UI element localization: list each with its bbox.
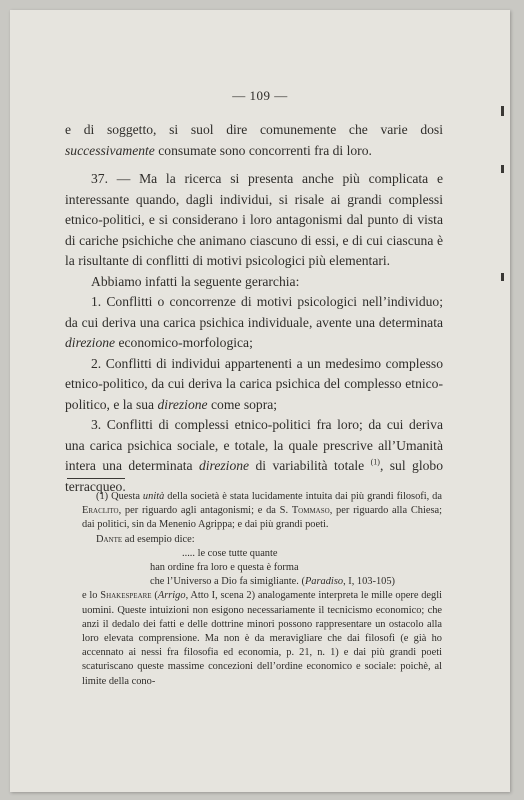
footnote-rule — [67, 478, 125, 479]
verse-quote — [82, 547, 442, 590]
emphasis-text: direzione — [157, 396, 208, 412]
hierarchy-item-3 — [65, 415, 443, 497]
text-run: e lo — [82, 590, 101, 602]
hierarchy-item-1 — [65, 292, 443, 354]
emphasis-text: unità — [142, 491, 165, 502]
small-caps-name: Dante — [96, 533, 123, 545]
text-run: ad esempio dice: — [122, 533, 195, 545]
text-run: consumate sono concorrenti fra di loro. — [154, 142, 372, 158]
hierarchy-item-2 — [65, 354, 443, 416]
text-run: , I, 103-105) — [343, 576, 396, 588]
text-run: e di soggetto, si suol dire comunemente che varie dosi — [65, 122, 443, 137]
text-run: , per riguardo alla Chiesa; dai politici, sin da Menenio Agrippa; e dai più grandi poeti. — [82, 505, 442, 531]
verse-line-3 — [82, 575, 442, 589]
text-run: della società è stata lucidamente intuita dai più grandi filosofi, da — [164, 491, 442, 502]
margin-mark — [501, 273, 504, 281]
emphasis-text: direzione — [65, 335, 116, 350]
small-caps-name: Tommaso — [291, 505, 330, 517]
text-run: ( — [151, 590, 158, 602]
verse-line-2: han ordine fra loro e questa è forma — [150, 562, 299, 574]
paragraph-37: 37. — Ma la ricerca si presenta anche più complicata e interessante quando, dagli individui, si risale ai grandi complessi etnico-politici, e si considerano i loro antagonismi dal punto di vista di cariche psichiche che animano ciascuno di essi, e di cui ciascuna è la risultante di conflitti di motivi psicologici più elementari. — [65, 171, 443, 268]
book-page — [10, 10, 510, 792]
emphasis-text: successivamente — [65, 142, 155, 158]
text-run: , sul globo terracqueo. — [65, 458, 443, 494]
margin-mark — [501, 106, 504, 116]
text-run: (1) Questa — [96, 491, 143, 502]
footnote-1 — [82, 490, 442, 533]
footnotes — [82, 490, 442, 689]
text-run: , per riguardo agli antagonismi; e da S. — [118, 505, 292, 517]
text-run: , Atto I, scena 2) analogamente interpreta le mille opere degli uomini. Queste intuizioni non esigono necessariamente il tecnicismo economico; che anzi il dedalo dei fatti e delle dottrine minori possono rappresentare un ostacolo alla loro elevata comprensione. Ma non è da meravigliare che dai filosofi (e già ho accennato ai nessi fra filosofia ed economia, p. 21, n. 1) e dai più grandi poeti scaturiscano queste massime concezioni dell’ordine economico e sociale: poichè, al limite della cono- — [82, 590, 443, 687]
text-run: come sopra; — [207, 396, 278, 412]
text-run: che l’Universo a Dio fa simigliante. ( — [150, 576, 305, 588]
emphasis-text: direzione — [198, 458, 250, 473]
page-number: — 109 — — [232, 88, 288, 103]
emphasis-text: Arrigo — [157, 590, 186, 602]
text-run: di variabilità totale — [249, 458, 371, 473]
margin-mark — [501, 165, 504, 173]
footnote-dante-intro — [82, 533, 442, 547]
text-run: 2. Conflitti di individui appartenenti a un medesimo complesso etnico-politico, da cui deriva la carica psichica del complesso etnico-politico, e la sua — [65, 355, 443, 412]
footnote-reference: (1) — [370, 457, 380, 467]
small-caps-name: Shakespeare — [100, 590, 152, 602]
small-caps-name: Eraclito — [82, 505, 119, 517]
text-run: 3. Conflitti di complessi etnico-politici fra loro; da cui deriva una carica psichica sociale, e totale, la quale prescrive all’Umanità intera una determinata — [65, 417, 443, 473]
verse-line-1: ..... le cose tutte quante — [182, 547, 278, 559]
paragraph-continuation — [65, 120, 443, 161]
paragraph-hierarchy-intro: Abbiamo infatti la seguente gerarchia: — [91, 273, 300, 289]
emphasis-text: Paradiso — [304, 576, 344, 588]
footnote-continuation — [82, 589, 442, 688]
main-text — [65, 120, 443, 497]
text-run: 1. Conflitti o concorrenze di motivi psicologici nell’individuo; da cui deriva una carica psichica individuale, avente una determinata — [65, 294, 443, 330]
text-run: economico-morfologica; — [115, 335, 253, 350]
